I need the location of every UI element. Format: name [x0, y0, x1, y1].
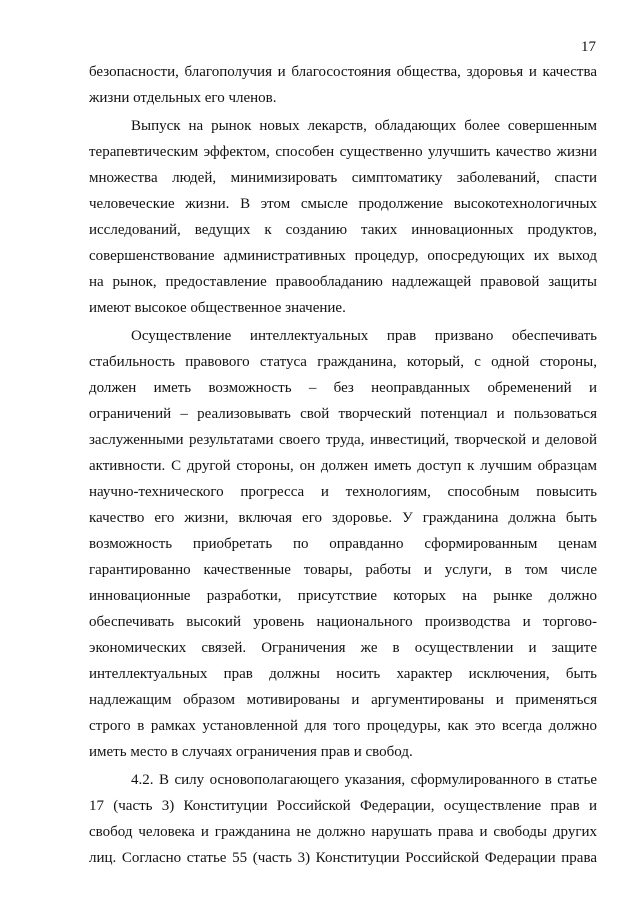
text-line: на рынок, предоставление правообладанию надлежащей правовой защиты: [89, 274, 597, 290]
text-line: имеют высокое общественное значение.: [89, 300, 346, 316]
text-line: заслуженными результатами своего труда, инвестиций, творческой и деловой: [89, 432, 597, 448]
text-line: стабильность правового статуса гражданина, который, с одной стороны,: [89, 354, 597, 370]
text-line: терапевтическим эффектом, способен существенно улучшить качество жизни: [89, 144, 597, 160]
text-line: гарантированно качественные товары, работы и услуги, в том числе: [89, 562, 597, 578]
text-line: интеллектуальных прав должны носить характер исключения, быть: [89, 666, 597, 682]
text-line: должен иметь возможность – без неоправданных обременений и: [89, 380, 597, 396]
text-line: ограничений – реализовывать свой творческий потенциал и пользоваться: [89, 406, 597, 422]
text-line: свобод человека и гражданина не должно нарушать права и свободы других: [89, 824, 597, 840]
text-line: иметь место в случаях ограничения прав и свобод.: [89, 744, 413, 760]
text-line: совершенствование административных процедур, опосредующих их выход: [89, 248, 597, 264]
text-line: человеческие жизни. В этом смысле продолжение высокотехнологичных: [89, 196, 597, 212]
text-line: 17 (часть 3) Конституции Российской Федерации, осуществление прав и: [89, 798, 597, 814]
text-line: научно-технического прогресса и технологиям, способным повысить: [89, 484, 597, 500]
text-line: лиц. Согласно статье 55 (часть 3) Конституции Российской Федерации права: [89, 850, 597, 866]
text-line: надлежащим образом мотивированы и аргументированы и применяться: [89, 692, 597, 708]
text-line: Выпуск на рынок новых лекарств, обладающих более совершенным: [131, 118, 597, 134]
text-line: обеспечивать высокий уровень национального производства и торгово-: [89, 614, 597, 630]
text-line: множества людей, минимизировать симптоматику заболеваний, спасти: [89, 170, 597, 186]
text-line: жизни отдельных его членов.: [89, 90, 277, 106]
text-line: инновационные разработки, присутствие которых на рынке должно: [89, 588, 597, 604]
text-line: безопасности, благополучия и благосостояния общества, здоровья и качества: [89, 64, 597, 80]
text-line: качество его жизни, включая его здоровье. У гражданина должна быть: [89, 510, 597, 526]
text-line: исследований, ведущих к созданию таких инновационных продуктов,: [89, 222, 597, 238]
text-line: Осуществление интеллектуальных прав призвано обеспечивать: [131, 328, 597, 344]
page-number: 17: [581, 39, 596, 55]
text-line: 4.2. В силу основополагающего указания, сформулированного в статье: [131, 772, 597, 788]
text-line: активности. С другой стороны, он должен иметь доступ к лучшим образцам: [89, 458, 597, 474]
text-line: экономических связей. Ограничения же в осуществлении и защите: [89, 640, 597, 656]
text-line: строго в рамках установленной для того процедуры, как это всегда должно: [89, 718, 597, 734]
text-line: возможность приобретать по оправданно сформированным ценам: [89, 536, 597, 552]
